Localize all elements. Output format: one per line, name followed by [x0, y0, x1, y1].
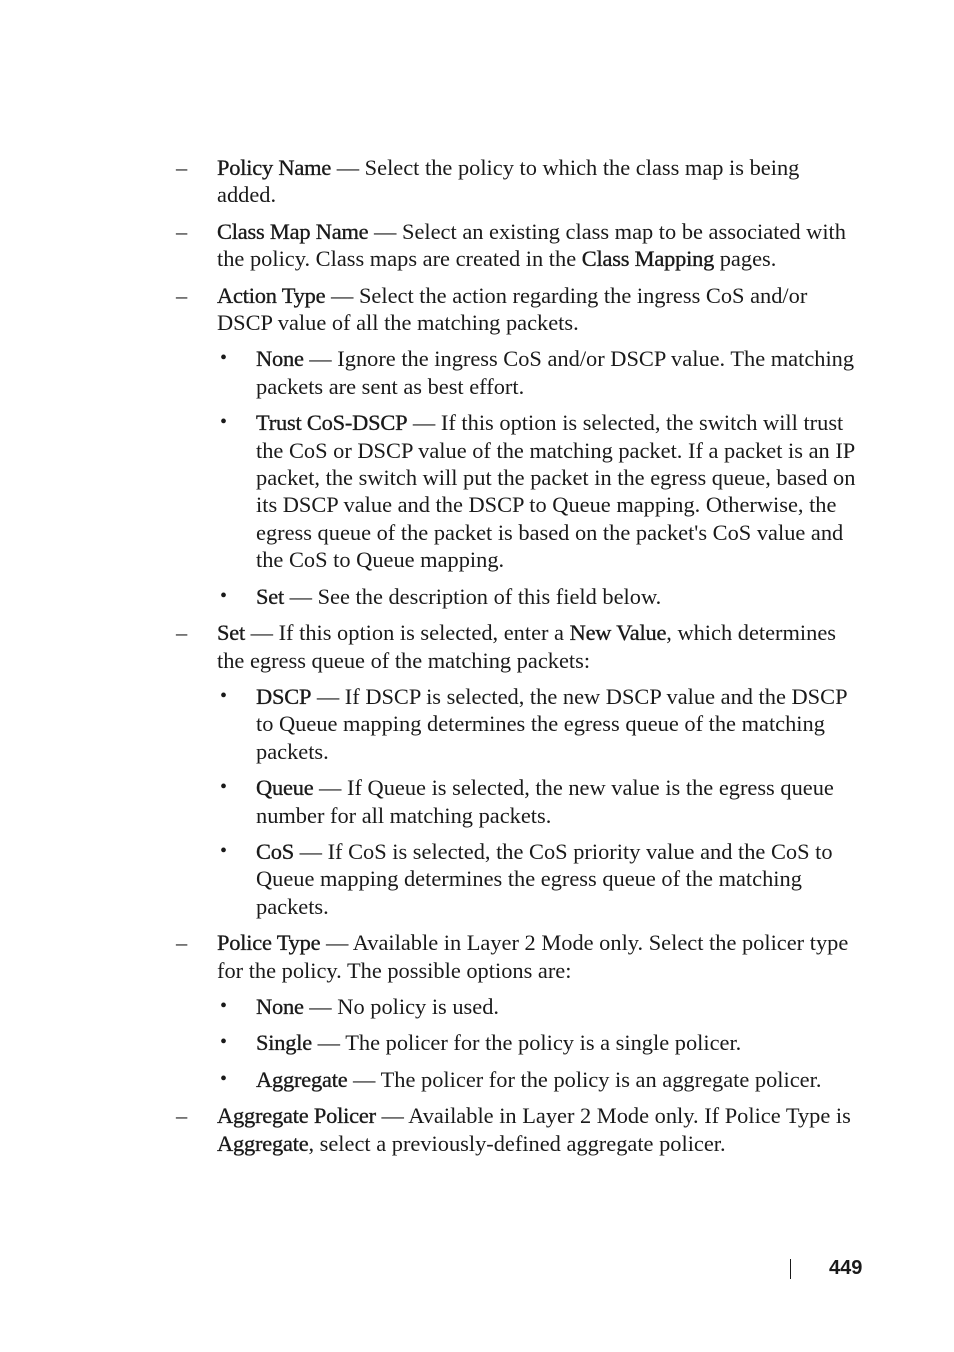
term-label: Aggregate Policer: [217, 1103, 376, 1129]
term-label: Police Type: [217, 930, 321, 956]
item-text: , select a previously-defined aggregate policer.: [308, 1130, 726, 1156]
term-label: Class Mapping: [581, 246, 715, 272]
item-text: pages.: [714, 246, 777, 272]
sub-item-single: [0, 1029, 857, 1056]
list-item-police-type: [0, 929, 857, 984]
list-item-class-map-name: [0, 218, 857, 273]
sub-item-dscp: [0, 683, 857, 765]
term-label: None: [256, 346, 304, 372]
dash-marker: –: [176, 620, 188, 646]
term-label: Policy Name: [217, 155, 332, 180]
term-label: None: [256, 993, 304, 1019]
item-text: — Select an existing class map to be associated with the policy. Class maps are created in the: [217, 218, 846, 272]
sub-item-cos: [0, 838, 857, 920]
bullet-marker: •: [220, 411, 228, 434]
item-text: , which determines the egress queue of the matching packets:: [217, 620, 836, 673]
dash-marker: –: [176, 282, 188, 308]
dash-marker: –: [176, 1103, 188, 1129]
dash-marker: –: [176, 218, 188, 244]
bullet-marker: •: [220, 1067, 228, 1090]
item-text: — Select the policy to which the class map is being added.: [217, 155, 800, 208]
dash-marker: –: [176, 155, 188, 180]
sub-item-queue: [0, 774, 857, 829]
term-label: Queue: [256, 775, 314, 801]
bullet-marker: •: [220, 684, 228, 707]
list-item-policy-name: [0, 154, 857, 209]
sub-item-set: [0, 583, 857, 610]
term-label: Single: [256, 1030, 313, 1056]
term-label: CoS: [256, 838, 294, 864]
item-text: — If CoS is selected, the CoS priority value and the CoS to Queue mapping determines the egress queue of the matching packets.: [256, 838, 833, 919]
bullet-marker: •: [220, 839, 228, 862]
item-text: — If Queue is selected, the new value is the egress queue number for all matching packets.: [256, 775, 834, 828]
bullet-marker: •: [220, 776, 228, 799]
bullet-marker: •: [220, 994, 228, 1017]
term-label: Aggregate: [217, 1130, 309, 1156]
term-label: Aggregate: [256, 1066, 348, 1092]
item-text: — Ignore the ingress CoS and/or DSCP value. The matching packets are sent as best effort.: [256, 346, 855, 399]
item-text: — Available in Layer 2 Mode only. Select the policer type for the policy. The possible options are:: [217, 930, 849, 983]
term-label: Set: [217, 620, 246, 646]
page-footer: [0, 1255, 954, 1285]
document-body: [0, 154, 954, 1157]
sub-item-police-none: [0, 993, 857, 1020]
item-text: — If this option is selected, the switch will trust the CoS or DSCP value of the matching packet. If a packet is an IP packet, the switch will put the packet in the egress queue, based on its DSCP value and the DSCP to Queue mapping. Otherwise, the egress queue of the packet is based on the packet's CoS value and the CoS to Queue mapping.: [256, 410, 856, 573]
dash-marker: –: [176, 930, 188, 956]
item-text: — If this option is selected, enter a: [245, 620, 570, 646]
term-label: Set: [256, 583, 285, 609]
item-text: — The policer for the policy is a single policer.: [312, 1030, 742, 1056]
list-item-set: [0, 619, 857, 674]
item-text: — See the description of this field below.: [284, 583, 662, 609]
list-item-aggregate-policer: [0, 1102, 857, 1157]
sub-item-aggregate: [0, 1066, 857, 1093]
item-text: — Available in Layer 2 Mode only. If Police Type is: [375, 1103, 851, 1129]
term-label: DSCP: [256, 683, 312, 709]
footer-divider: [790, 1259, 791, 1279]
term-label: New Value: [569, 620, 667, 646]
page-number: 449: [829, 1257, 863, 1279]
item-text: — Select the action regarding the ingress CoS and/or DSCP value of all the matching packets.: [217, 282, 808, 336]
list-item-action-type: [0, 282, 857, 337]
bullet-marker: •: [220, 584, 228, 607]
bullet-marker: •: [220, 1031, 228, 1054]
item-text: — No policy is used.: [303, 993, 499, 1019]
term-label: Action Type: [217, 282, 326, 308]
sub-item-none: [0, 345, 857, 400]
item-text: — The policer for the policy is an aggregate policer.: [347, 1066, 822, 1092]
item-text: — If DSCP is selected, the new DSCP value and the DSCP to Queue mapping determines the egress queue of the matching packets.: [256, 683, 847, 764]
bullet-marker: •: [220, 347, 228, 370]
term-label: Trust CoS-DSCP: [256, 410, 408, 436]
sub-item-trust-cos-dscp: [0, 409, 857, 573]
term-label: Class Map Name: [217, 218, 369, 244]
